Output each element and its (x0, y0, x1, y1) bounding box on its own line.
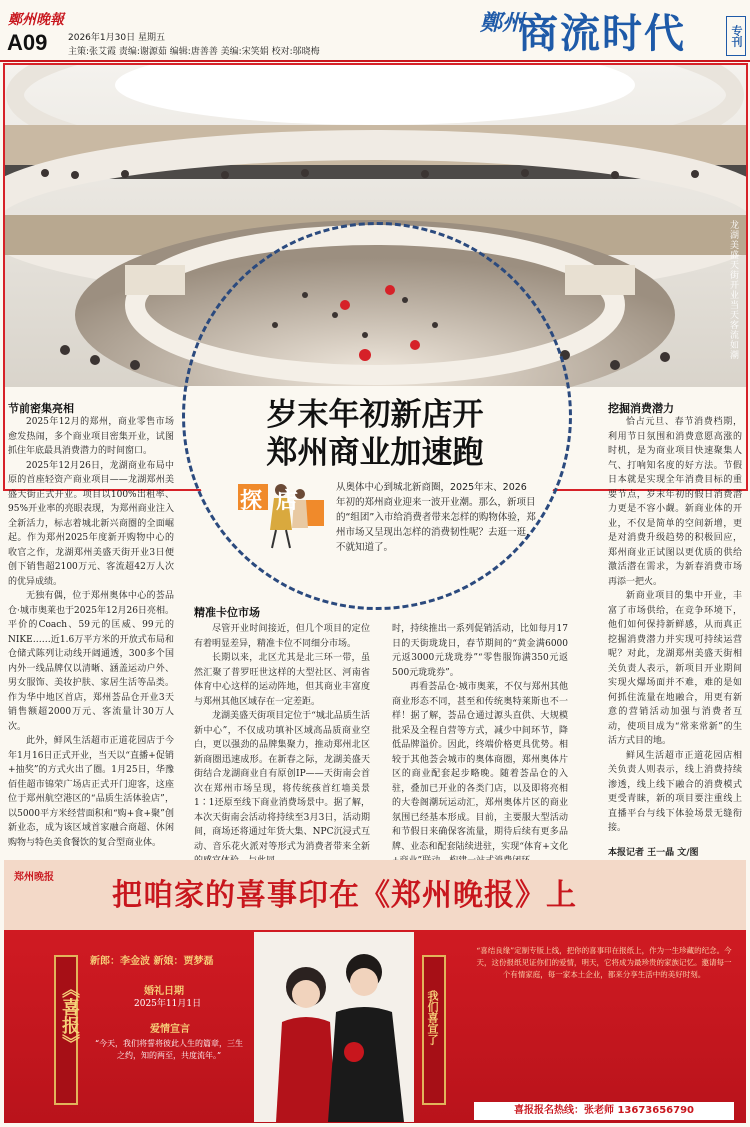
ad-hotline: 喜报报名热线：张老师 13673656790 (474, 1102, 734, 1120)
scroll-left-text: 《喜报》 (59, 980, 80, 1052)
wedding-date: 2025年11月1日 (134, 999, 202, 1009)
byline: 本报记者 王一晶 文/图 (608, 848, 699, 858)
city-logo: 鄭州 (480, 10, 525, 36)
subhead-consumption-potential: 挖掘消费潜力 (608, 402, 674, 415)
paragraph: 龙湖美盛天街项目定位于“城北品质生活新中心”，不仅成功填补区域高品质商业空白，更以强劲的品牌集聚力，推动郑州北区新商圈迅速成形。在新春之际，龙湖美盛天街结合龙湖商业自有原创IP——天街南会首次在郑州市场呈现，将传统孩首红墙美景1∶1还原至线下商业消费场景中。据了解，本次天街南会活动将持续至3月3日，活动期间，商场还将通过年货大集、NPC沉浸式互动、音乐花火派对等形式为消费者带来全新 (194, 711, 370, 852)
issue-date: 2026年1月30日 星期五 (68, 33, 165, 43)
ad-description: “喜结良缘”定制专版上线，把你的喜事印在报纸上，作为一生珍藏的纪念。今天，这份报纸见证你们的爱情，明天，它将成为最珍贵的家族记忆。邀请每一个有情家庭，每一家本土企业，都来分享生活中的美好时刻。 (476, 946, 732, 979)
couple-names: 新郎：李金波 新娘：贾梦磊 (90, 956, 214, 967)
article-column-3 (392, 622, 568, 869)
article-column-2 (194, 622, 370, 869)
masthead-logo: 鄭州晚報 (8, 12, 64, 28)
wedding-date-label: 婚礼日期 (144, 986, 184, 997)
headline-line-2: 郑州商业加速跑 (266, 435, 484, 471)
photo-caption: 龙湖美盛天街开业当天客流如潮 (728, 220, 738, 360)
love-vow: “今天，我们将誓将彼此人生的篇章，三生之约，知的两至，共度流年。” (94, 1039, 244, 1060)
paragraph: 时，持续推出一系列促销活动，比如每月17日的天街珑珑日，春节期间的“黄金满6000元返3000元珑珑券”“零售服饰满350元返500元珑珑券”。 (392, 624, 568, 678)
article-column-4 (608, 415, 742, 836)
love-vow-label: 爱情宣言 (150, 1024, 190, 1035)
section-title: 商流时代 (518, 10, 686, 57)
header-rule (0, 60, 750, 62)
shopping-illustration (236, 470, 336, 550)
paragraph: 再看荟品仓·城市奥莱，不仅与郑州其他商业形态不同，甚至和传统奥特莱斯也不一样！据了解，荟品仓通过源头直供、大规模批采及全程自营等方式，减少中间环节，降低品牌溢价。因此，终端价格更具优势。相较于其他荟会城市的奥体商圈，郑州奥体片区的商业配套起步略晚。随着荟品仓的入驻，叠加已开业的各类门店，以及即将亮相的大卷阁潮玩运动汇，郑州奥体片区的商业氛围已经基本形成。目前，主要服大型活动和节假日来确保客流量，期待后续有更多品牌、业态和配套陆续进驻，实现“体育+文化 (392, 682, 568, 852)
subhead-market-positioning: 精准卡位市场 (194, 606, 260, 619)
tan-label: 探店 (240, 489, 313, 514)
paragraph: 鲜风生活超市正道花园店相关负责人则表示，线上消费持续渗透，线上线下融合的消费模式更受青睐，新的项目要注重线上直播平台与线下体验场景无缝衔接。 (608, 750, 742, 833)
wedding-announcement-ad (4, 860, 746, 1123)
subhead-holiday-debut: 节前密集亮相 (8, 402, 74, 415)
headline-line-1: 岁末年初新店开 (266, 397, 484, 433)
page-number: A09 (7, 30, 48, 55)
paragraph: 新商业项目的集中开业，丰富了市场供给，在竞争环境下，他们如何保持新鲜感，从而真正挖掘消费潜力并实现可持续运营呢？对此，龙湖郑州美盛天街相关负责人表示，新项目开业期间实现火爆场面并不难，难的是如何抓住流量在地融合，用更有新意的营销活动加强与消费者互动，使项目成为“常来常新”的生活方式目的地。 (608, 591, 742, 746)
headline (200, 396, 550, 472)
ad-title: 把咱家的喜事印在《郑州晚报》上 (112, 878, 577, 913)
paragraph: 长期以来，北区尤其是北三环一带，虽然汇聚了普罗旺世这样的大型社区、河南省体育中心这样的运动阵地，但其商业丰富度与郑州其他区域存在一定差距。 (194, 653, 370, 707)
scroll-right-text: 我们喜宣了 (426, 990, 439, 1045)
special-issue-tag: 专刊 (726, 16, 746, 56)
editor-credits: 主策:张艾霞 责编:谢源茹 编辑:唐善善 美编:宋笑娟 校对:邬晓梅 (68, 47, 320, 57)
paragraph: 此外，鲜风生活超市正道花园店于今年1月16日正式开业，当天以“直播+促销+抽奖”的方式火出了圈。1月25日，华豫佰佳超市锦荣广场店正式开门迎客，这座位于郑州航空港区的“品质生活体验店”，以5000平方米经营面积和“购+食+聚”创新业态，成为该区域首家融合商超、休闲购物与特色美食餐饮的复合型商业体。 (8, 736, 174, 848)
paragraph: 2025年12月的郑州，商业零售市场愈发热闹，多个商业项目密集开业，试图抓住年底最具消费潜力的时间窗口。 (8, 417, 174, 456)
ad-corner-logo: 郑州晚报 (14, 872, 54, 883)
couple-photo (254, 932, 414, 1122)
article-column-1 (8, 415, 174, 850)
lead-paragraph: 从奥体中心到城北新商圈，2025年末、2026年初的郑州商业迎来一波开业潮。那么，新项目的“组团”入市给消费者带来怎样的购物体验，郑州市场又呈现出怎样的消费韧性呢？去逛一逛，不就知道了。 (336, 482, 536, 553)
page-header (0, 0, 750, 62)
paragraph: 恰占元旦、春节消费档期，利用节日氛围和消费意愿高涨的时机，是为商业项目快速聚集人气、打响知名度的好方法。节假日本就是实现全年消费目标的重要节点，岁末年初的假日消费潜力更是不容小觑。新商业体的开业，不仅是简单的空间新增，更是对消费升级趋势的积极回应，郑州商业正试图以更优质的供给激活潜在需求，为新春消费市场再添一把火。 (608, 417, 742, 587)
paragraph: 2025年12月26日，龙湖商业布局中原的首座轻资产商业项目——龙湖郑州美盛天街正式开业。项目以100%出租率、95%开业率的亮眼表现，为郑州商业注入全新活力，标志着城北新兴商圈的全面崛起。作为郑州2025年度新开购物中心的收官之作，龙湖郑州美盛天街开业3日便创下销售超2100万元、客流超42万人次的优异成绩。 (8, 460, 174, 587)
paragraph: 尽管开业时间接近，但几个项目的定位有着明显差异，精准卡位不同细分市场。 (194, 624, 370, 649)
paragraph: 无独有偶，位于郑州奥体中心的荟品仓·城市奥莱也于2025年12月26日亮相。平价的Coach、59元的匡威、99元的NIKE……近1.6万平方米的开放式布局和仓储式陈列让动线开阔通透，300多个国内外一线品牌仅以清晰、涵盖运动户外、男女服饰、美妆护肤、家居生活等品类。作为华中地区首店，郑州荟品仓开业3天销售额超2000万元、客流量计30万人次。 (8, 591, 174, 732)
